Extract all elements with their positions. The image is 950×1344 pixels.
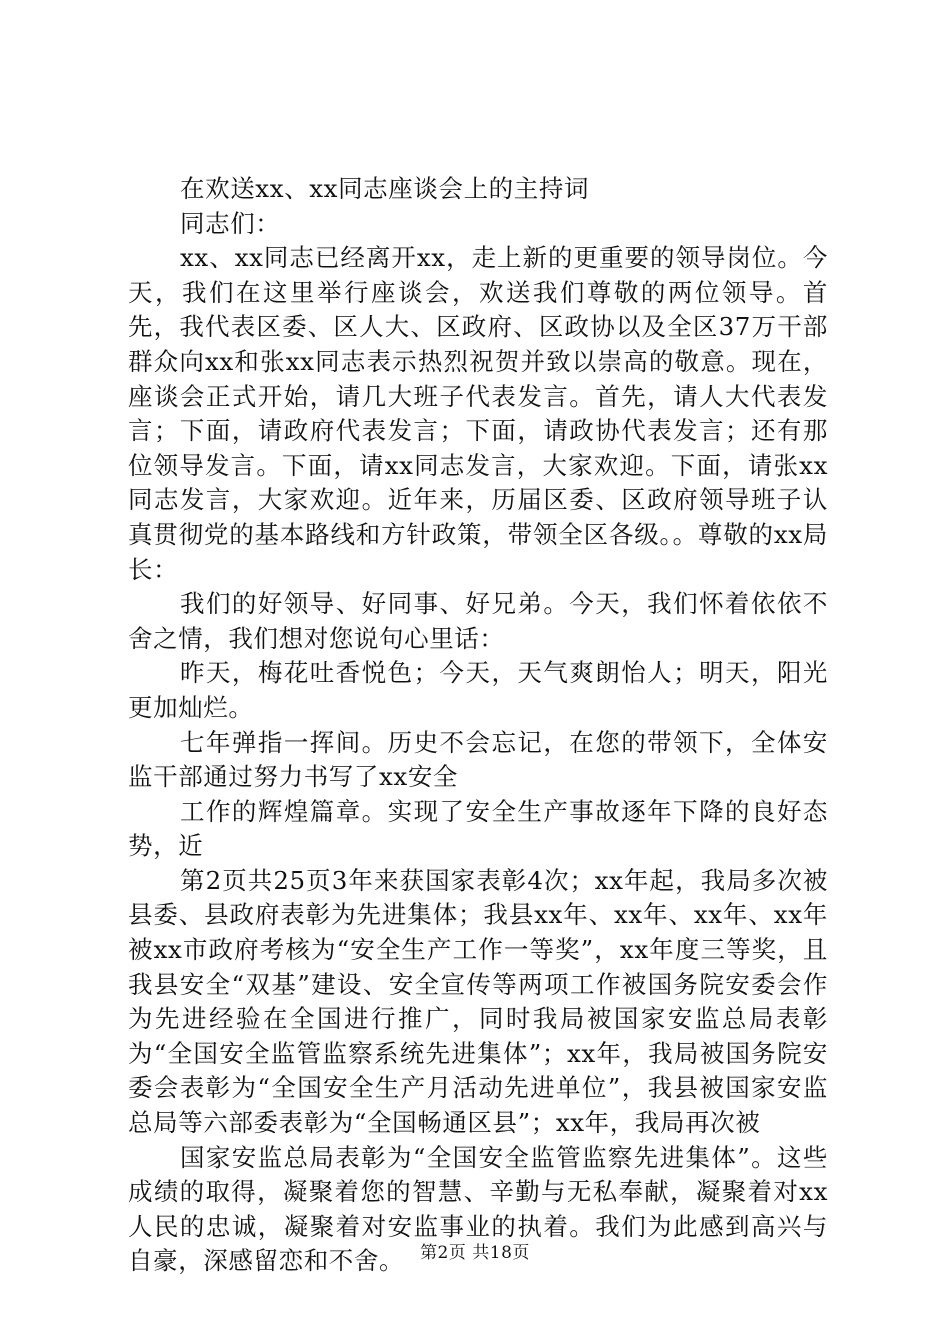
- paragraph: 国家安监总局表彰为“全国安全监管监察先进集体”。这些成绩的取得，凝聚着您的智慧、辛勤与无私奉献，凝聚着对xx人民的忠诚，凝聚着对安监事业的执着。我们为此感到高兴与自豪，深感留恋和不舍。: [128, 1142, 828, 1276]
- paragraph: 工作的辉煌篇章。实现了安全生产事故逐年下降的良好态势，近: [128, 796, 828, 861]
- document-title-line: 在欢送xx、xx同志座谈会上的主持词: [180, 174, 590, 203]
- paragraph: xx、xx同志已经离开xx，走上新的更重要的领导岗位。今天，我们在这里举行座谈会，欢送我们尊敬的两位领导。首先，我代表区委、区人大、区政府、区政协以及全区37万干部群众向xx和张xx同志表示热烈祝贺并致以崇高的敬意。现在，座谈会正式开始，请几大班子代表发言。首先，请人大代表发言；下面，请政府代表发言；下面，请政协代表发言；还有那位领导发言。下面，请xx同志发言，大家欢迎。下面，请张xx同志发言，大家欢迎。近年来，历届区委、区政府领导班子认真贯彻党的基本路线和方针政策，带领全区各级。。尊敬的xx局长：: [128, 243, 828, 584]
- paragraph: 昨天，梅花吐香悦色；今天，天气爽朗怡人；明天，阳光更加灿烂。: [128, 658, 828, 722]
- paragraph: 第2页共25页3年来获国家表彰4次；xx年起，我局多次被县委、县政府表彰为先进集体；我县xx年、xx年、xx年、xx年被xx市政府考核为“安全生产工作一等奖”，xx年度三等奖，且我县安全“双基”建设、安全宣传等两项工作被国务院安委会作为先进经验在全国进行推广，同时我局被国家安监总局表彰为“全国安全监管监察系统先进集体”；xx年，我局被国务院安委会表彰为“全国安全生产月活动先进单位”，我县被国家安监总局等六部委表彰为“全国畅通区县”；xx年，我局再次被: [128, 865, 828, 1138]
- page-footer: 第2页 共18页: [420, 1243, 530, 1263]
- paragraph: 我们的好领导、好同事、好兄弟。今天，我们怀着依依不舍之情，我们想对您说句心里话：: [128, 589, 828, 653]
- document-body: [128, 172, 828, 1279]
- salutation: 同志们：: [180, 208, 281, 238]
- paragraph: 七年弹指一挥间。历史不会忘记，在您的带领下，全体安监干部通过努力书写了xx安全: [128, 727, 828, 792]
